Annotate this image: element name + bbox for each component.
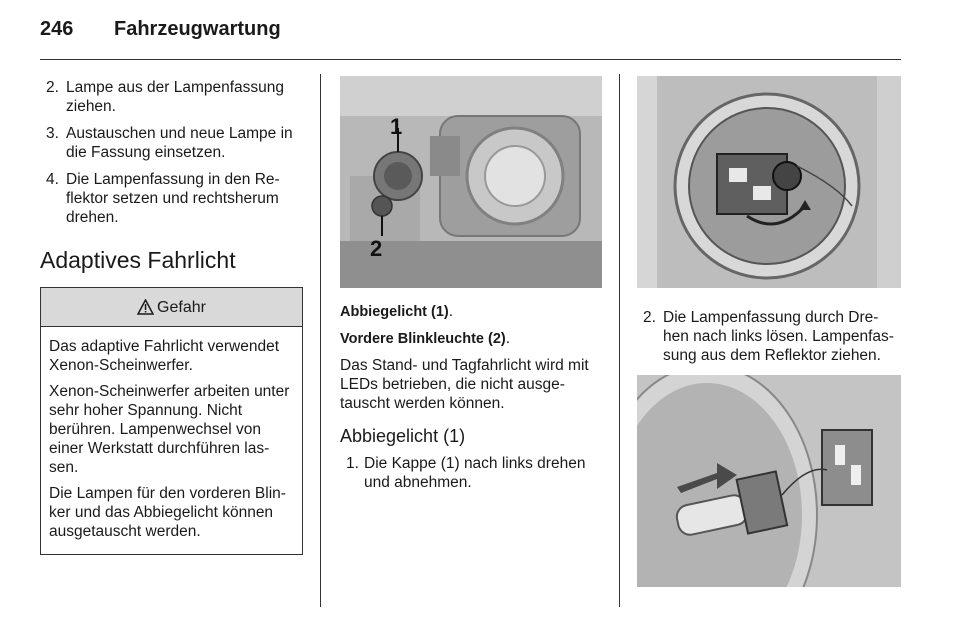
- step-list: [40, 78, 303, 227]
- figure-callout-1: 1: [390, 114, 403, 139]
- lamp-socket-figure: [637, 76, 901, 288]
- header-rule: [40, 59, 901, 60]
- step-list: [637, 308, 901, 365]
- page-title: Fahrzeugwartung: [114, 18, 281, 40]
- step-item: 2. Die Lampenfassung durch Dre-hen nach links lösen. Lampenfas-sung aus dem Reflektor ziehen.: [643, 309, 894, 364]
- column-divider-1: [320, 74, 321, 607]
- step-item: 4. Die Lampenfassung in den Re-flektor setzen und rechtsherum drehen.: [46, 171, 280, 226]
- page-header: [40, 18, 281, 41]
- section-title: Adaptives Fahrlicht: [40, 247, 236, 273]
- danger-title: Gefahr: [157, 298, 206, 316]
- body-paragraph: Das Stand- und Tagfahrlicht wird mit LEDs betrieben, die nicht ausge-tauscht werden können.: [340, 357, 589, 412]
- danger-header: [41, 288, 302, 327]
- headlight-assembly-figure: [340, 76, 602, 288]
- figure-callout-2: 2: [370, 236, 383, 261]
- step-list: [340, 454, 602, 492]
- step-item: 2. Lampe aus der Lampenfassung ziehen.: [46, 79, 285, 115]
- danger-body: [41, 327, 302, 554]
- caption-1: Abbiegelicht (1).: [340, 303, 454, 320]
- column-1: [40, 78, 303, 555]
- danger-paragraph: Das adaptive Fahrlicht verwendet Xenon-Scheinwerfer.: [49, 338, 280, 374]
- warning-icon: [137, 299, 154, 315]
- page-number: 246: [40, 18, 74, 40]
- sub-title: Abbiegelicht (1): [340, 426, 466, 446]
- step-item: 1. Die Kappe (1) nach links drehen und abnehmen.: [346, 455, 586, 491]
- column-3: [637, 76, 901, 587]
- caption-2: Vordere Blinkleuchte (2).: [340, 330, 511, 347]
- danger-paragraph: Die Lampen für den vorderen Blin-ker und das Abbiegelicht können ausgetauscht werden.: [49, 485, 286, 540]
- column-divider-2: [619, 74, 620, 607]
- column-2: [340, 76, 602, 500]
- bulb-removal-figure: [637, 375, 901, 587]
- step-item: 3. Austauschen und neue Lampe in die Fassung einsetzen.: [46, 125, 293, 161]
- danger-box: [40, 287, 303, 555]
- danger-paragraph: Xenon-Scheinwerfer arbeiten unter sehr hoher Spannung. Nicht berühren. Lampenwechsel von einer Werkstatt durchführen las-sen.: [49, 383, 290, 476]
